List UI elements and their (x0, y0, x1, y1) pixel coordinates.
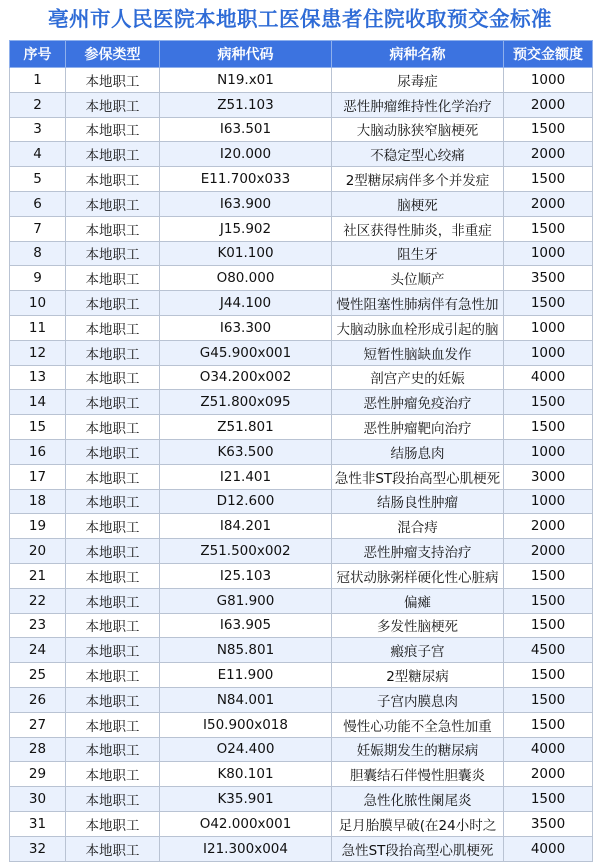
cell-insurance-type: 本地职工 (66, 563, 160, 588)
table-row (10, 92, 593, 117)
header-deposit-amount: 预交金额度 (504, 41, 593, 68)
cell-disease-code: I50.900x018 (160, 712, 332, 737)
cell-deposit-amount: 1000 (504, 340, 593, 365)
cell-disease-code: J44.100 (160, 291, 332, 316)
cell-disease-name: 短暂性脑缺血发作 (332, 340, 504, 365)
cell-insurance-type: 本地职工 (66, 663, 160, 688)
table-row (10, 415, 593, 440)
cell-deposit-amount: 1500 (504, 390, 593, 415)
cell-insurance-type: 本地职工 (66, 92, 160, 117)
cell-disease-code: K01.100 (160, 241, 332, 266)
cell-serial: 27 (10, 712, 66, 737)
table-row (10, 737, 593, 762)
table-row (10, 811, 593, 836)
cell-serial: 26 (10, 687, 66, 712)
cell-deposit-amount: 1500 (504, 588, 593, 613)
cell-disease-name: 大脑动脉血栓形成引起的脑 (332, 315, 504, 340)
cell-serial: 17 (10, 464, 66, 489)
cell-serial: 14 (10, 390, 66, 415)
cell-insurance-type: 本地职工 (66, 439, 160, 464)
cell-insurance-type: 本地职工 (66, 588, 160, 613)
cell-disease-name: 恶性肿瘤支持治疗 (332, 539, 504, 564)
cell-disease-code: Z51.500x002 (160, 539, 332, 564)
cell-insurance-type: 本地职工 (66, 489, 160, 514)
cell-disease-name: 多发性脑梗死 (332, 613, 504, 638)
table-row (10, 68, 593, 93)
header-insurance-type: 参保类型 (66, 41, 160, 68)
table-row (10, 464, 593, 489)
cell-serial: 21 (10, 563, 66, 588)
cell-insurance-type: 本地职工 (66, 142, 160, 167)
cell-serial: 28 (10, 737, 66, 762)
cell-deposit-amount: 1500 (504, 613, 593, 638)
cell-serial: 29 (10, 762, 66, 787)
cell-insurance-type: 本地职工 (66, 539, 160, 564)
cell-serial: 16 (10, 439, 66, 464)
table-row (10, 489, 593, 514)
cell-disease-name: 2型糖尿病 (332, 663, 504, 688)
table-row (10, 291, 593, 316)
cell-disease-code: I25.103 (160, 563, 332, 588)
cell-serial: 5 (10, 167, 66, 192)
cell-deposit-amount: 2000 (504, 191, 593, 216)
cell-insurance-type: 本地职工 (66, 117, 160, 142)
cell-insurance-type: 本地职工 (66, 390, 160, 415)
table-header-row (10, 41, 593, 68)
cell-disease-name: 社区获得性肺炎，非重症 (332, 216, 504, 241)
cell-serial: 23 (10, 613, 66, 638)
cell-deposit-amount: 1500 (504, 167, 593, 192)
table-row (10, 340, 593, 365)
cell-deposit-amount: 1500 (504, 787, 593, 812)
table-row (10, 191, 593, 216)
table-row (10, 787, 593, 812)
cell-insurance-type: 本地职工 (66, 340, 160, 365)
cell-disease-code: I63.501 (160, 117, 332, 142)
cell-disease-name: 急性化脓性阑尾炎 (332, 787, 504, 812)
table-row (10, 563, 593, 588)
header-disease-name: 病种名称 (332, 41, 504, 68)
cell-disease-code: G45.900x001 (160, 340, 332, 365)
cell-serial: 6 (10, 191, 66, 216)
cell-disease-name: 不稳定型心绞痛 (332, 142, 504, 167)
cell-serial: 1 (10, 68, 66, 93)
cell-serial: 2 (10, 92, 66, 117)
table-row (10, 613, 593, 638)
cell-disease-name: 尿毒症 (332, 68, 504, 93)
cell-serial: 31 (10, 811, 66, 836)
table-row (10, 117, 593, 142)
cell-disease-name: 脑梗死 (332, 191, 504, 216)
cell-disease-code: O34.200x002 (160, 365, 332, 390)
deposit-standard-table (9, 40, 593, 862)
cell-disease-code: E11.900 (160, 663, 332, 688)
cell-disease-code: I20.000 (160, 142, 332, 167)
table-row (10, 762, 593, 787)
cell-serial: 13 (10, 365, 66, 390)
cell-disease-code: I21.300x004 (160, 836, 332, 861)
cell-serial: 7 (10, 216, 66, 241)
cell-insurance-type: 本地职工 (66, 464, 160, 489)
cell-insurance-type: 本地职工 (66, 291, 160, 316)
cell-disease-name: 慢性心功能不全急性加重 (332, 712, 504, 737)
table-row (10, 539, 593, 564)
cell-deposit-amount: 2000 (504, 762, 593, 787)
cell-insurance-type: 本地职工 (66, 365, 160, 390)
table-row (10, 365, 593, 390)
cell-serial: 30 (10, 787, 66, 812)
cell-serial: 12 (10, 340, 66, 365)
cell-serial: 8 (10, 241, 66, 266)
table-row (10, 142, 593, 167)
cell-disease-code: Z51.801 (160, 415, 332, 440)
cell-disease-name: 偏瘫 (332, 588, 504, 613)
cell-disease-code: D12.600 (160, 489, 332, 514)
cell-disease-code: O42.000x001 (160, 811, 332, 836)
cell-insurance-type: 本地职工 (66, 638, 160, 663)
cell-insurance-type: 本地职工 (66, 811, 160, 836)
table-row (10, 216, 593, 241)
cell-insurance-type: 本地职工 (66, 68, 160, 93)
cell-deposit-amount: 1000 (504, 489, 593, 514)
cell-serial: 18 (10, 489, 66, 514)
cell-serial: 15 (10, 415, 66, 440)
cell-serial: 24 (10, 638, 66, 663)
table-row (10, 588, 593, 613)
table-row (10, 836, 593, 861)
cell-insurance-type: 本地职工 (66, 787, 160, 812)
cell-disease-code: O80.000 (160, 266, 332, 291)
table-row (10, 167, 593, 192)
cell-disease-code: I63.300 (160, 315, 332, 340)
cell-disease-name: 妊娠期发生的糖尿病 (332, 737, 504, 762)
cell-deposit-amount: 1000 (504, 68, 593, 93)
cell-disease-name: 足月胎膜早破(在24小时之 (332, 811, 504, 836)
cell-deposit-amount: 1500 (504, 663, 593, 688)
cell-insurance-type: 本地职工 (66, 315, 160, 340)
cell-insurance-type: 本地职工 (66, 266, 160, 291)
header-serial: 序号 (10, 41, 66, 68)
table-row (10, 266, 593, 291)
cell-deposit-amount: 1000 (504, 241, 593, 266)
cell-deposit-amount: 4000 (504, 737, 593, 762)
header-disease-code: 病种代码 (160, 41, 332, 68)
cell-disease-name: 瘢痕子宫 (332, 638, 504, 663)
cell-deposit-amount: 3500 (504, 811, 593, 836)
cell-disease-code: G81.900 (160, 588, 332, 613)
cell-disease-name: 冠状动脉粥样硬化性心脏病 (332, 563, 504, 588)
cell-insurance-type: 本地职工 (66, 613, 160, 638)
cell-deposit-amount: 4500 (504, 638, 593, 663)
cell-deposit-amount: 4000 (504, 365, 593, 390)
cell-disease-name: 阻生牙 (332, 241, 504, 266)
cell-disease-code: O24.400 (160, 737, 332, 762)
cell-serial: 25 (10, 663, 66, 688)
cell-disease-code: I21.401 (160, 464, 332, 489)
cell-disease-code: N85.801 (160, 638, 332, 663)
cell-deposit-amount: 4000 (504, 836, 593, 861)
cell-disease-name: 胆囊结石伴慢性胆囊炎 (332, 762, 504, 787)
cell-disease-code: E11.700x033 (160, 167, 332, 192)
cell-serial: 3 (10, 117, 66, 142)
cell-deposit-amount: 2000 (504, 92, 593, 117)
cell-insurance-type: 本地职工 (66, 836, 160, 861)
cell-deposit-amount: 1000 (504, 439, 593, 464)
cell-disease-code: I63.905 (160, 613, 332, 638)
cell-deposit-amount: 1000 (504, 315, 593, 340)
cell-serial: 32 (10, 836, 66, 861)
cell-deposit-amount: 1500 (504, 563, 593, 588)
table-row (10, 241, 593, 266)
table-row (10, 514, 593, 539)
cell-disease-code: Z51.800x095 (160, 390, 332, 415)
cell-deposit-amount: 1500 (504, 415, 593, 440)
cell-insurance-type: 本地职工 (66, 191, 160, 216)
cell-disease-code: K35.901 (160, 787, 332, 812)
cell-disease-name: 恶性肿瘤靶向治疗 (332, 415, 504, 440)
cell-deposit-amount: 1500 (504, 117, 593, 142)
cell-insurance-type: 本地职工 (66, 167, 160, 192)
cell-disease-name: 恶性肿瘤维持性化学治疗 (332, 92, 504, 117)
cell-disease-name: 大脑动脉狭窄脑梗死 (332, 117, 504, 142)
cell-disease-name: 急性ST段抬高型心肌梗死 (332, 836, 504, 861)
table-row (10, 439, 593, 464)
cell-serial: 11 (10, 315, 66, 340)
cell-insurance-type: 本地职工 (66, 687, 160, 712)
table-row (10, 663, 593, 688)
cell-disease-name: 恶性肿瘤免疫治疗 (332, 390, 504, 415)
cell-disease-code: K63.500 (160, 439, 332, 464)
cell-serial: 20 (10, 539, 66, 564)
cell-insurance-type: 本地职工 (66, 762, 160, 787)
cell-deposit-amount: 1500 (504, 291, 593, 316)
cell-disease-code: J15.902 (160, 216, 332, 241)
table-row (10, 638, 593, 663)
table-row (10, 315, 593, 340)
cell-disease-name: 慢性阻塞性肺病伴有急性加 (332, 291, 504, 316)
cell-insurance-type: 本地职工 (66, 737, 160, 762)
cell-disease-code: I63.900 (160, 191, 332, 216)
cell-disease-name: 2型糖尿病伴多个并发症 (332, 167, 504, 192)
cell-disease-name: 急性非ST段抬高型心肌梗死 (332, 464, 504, 489)
cell-disease-code: Z51.103 (160, 92, 332, 117)
cell-deposit-amount: 2000 (504, 514, 593, 539)
cell-disease-name: 结肠息肉 (332, 439, 504, 464)
cell-serial: 22 (10, 588, 66, 613)
cell-insurance-type: 本地职工 (66, 241, 160, 266)
cell-deposit-amount: 2000 (504, 142, 593, 167)
cell-disease-code: I84.201 (160, 514, 332, 539)
cell-disease-name: 子宫内膜息肉 (332, 687, 504, 712)
cell-disease-name: 剖宫产史的妊娠 (332, 365, 504, 390)
cell-disease-code: K80.101 (160, 762, 332, 787)
table-row (10, 712, 593, 737)
cell-deposit-amount: 1500 (504, 712, 593, 737)
cell-deposit-amount: 3000 (504, 464, 593, 489)
cell-serial: 19 (10, 514, 66, 539)
cell-serial: 9 (10, 266, 66, 291)
cell-deposit-amount: 1500 (504, 687, 593, 712)
cell-disease-name: 结肠良性肿瘤 (332, 489, 504, 514)
cell-disease-code: N19.x01 (160, 68, 332, 93)
cell-insurance-type: 本地职工 (66, 415, 160, 440)
cell-disease-name: 头位顺产 (332, 266, 504, 291)
cell-deposit-amount: 3500 (504, 266, 593, 291)
table-row (10, 390, 593, 415)
table-row (10, 687, 593, 712)
cell-disease-code: N84.001 (160, 687, 332, 712)
cell-deposit-amount: 1500 (504, 216, 593, 241)
cell-insurance-type: 本地职工 (66, 514, 160, 539)
page-title: 亳州市人民医院本地职工医保患者住院收取预交金标准 (48, 7, 552, 31)
cell-serial: 10 (10, 291, 66, 316)
cell-deposit-amount: 2000 (504, 539, 593, 564)
table-body (10, 68, 593, 862)
cell-insurance-type: 本地职工 (66, 216, 160, 241)
cell-serial: 4 (10, 142, 66, 167)
cell-insurance-type: 本地职工 (66, 712, 160, 737)
cell-disease-name: 混合痔 (332, 514, 504, 539)
